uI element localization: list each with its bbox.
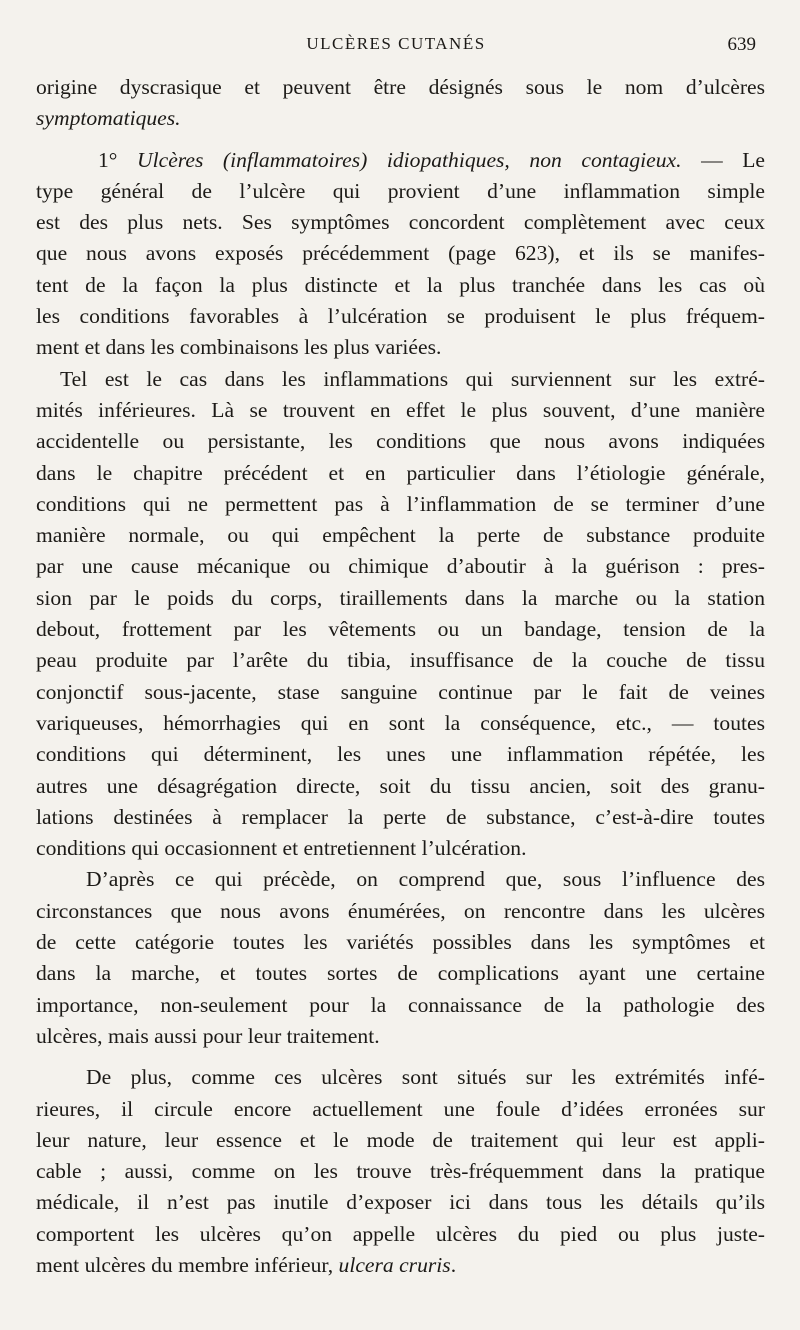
text-line: conjonctif sous-jacente, stase sanguine continue par le fait de veines — [36, 679, 765, 704]
section-title-part: ) idiopathiques, non contagieux. — [360, 147, 682, 172]
text-line: conditions qui ne permettent pas à l’inflammation de se terminer d’une — [36, 491, 765, 516]
text-line: autres une désagrégation directe, soit du tissu ancien, soit des granu- — [36, 773, 765, 798]
text-line: circonstances que nous avons énumérées, on rencontre dans les ulcères — [36, 898, 765, 923]
text-line: variqueuses, hémorrhagies qui en sont la conséquence, etc., — toutes — [36, 710, 765, 735]
text-line: médicale, il n’est pas inutile d’exposer ici dans tous les détails qu’ils — [36, 1190, 765, 1215]
text-line: symptomatiques. — [36, 106, 181, 131]
text-line: debout, frottement par les vêtements ou un bandage, tension de la — [36, 617, 765, 642]
latin-term: ulcera cruris — [338, 1252, 451, 1277]
section-title-part: inflammatoires — [230, 147, 361, 172]
text-line: conditions qui occasionnent et entretiennent l’ulcération. — [36, 836, 527, 861]
text-line: ment et dans les combinaisons les plus variées. — [36, 335, 442, 360]
running-title: ULCÈRES CUTANÉS — [306, 34, 486, 53]
running-header — [36, 30, 756, 60]
text-line: par une cause mécanique ou chimique d’aboutir à la guérison : pres- — [36, 554, 765, 579]
text-line: les conditions favorables à l’ulcération se produisent le plus fréquem- — [36, 304, 765, 329]
text-line: Tel est le cas dans les inflammations qui surviennent sur les extré- — [60, 366, 765, 391]
paragraph-de-plus — [36, 1062, 765, 1281]
text-line: manière normale, ou qui empêchent la perte de substance produite — [36, 523, 765, 548]
text-line: de cette catégorie toutes les variétés possibles dans les symptômes et — [36, 930, 765, 955]
text-line — [36, 1250, 765, 1281]
text-line: lations destinées à remplacer la perte de substance, c’est-à-dire toutes — [36, 804, 765, 829]
text-line: dans la marche, et toutes sortes de complications ayant une certaine — [36, 961, 765, 986]
text-line: leur nature, leur essence et le mode de traitement qui leur est appli- — [36, 1127, 765, 1152]
text-line: que nous avons exposés précédemment (page 623), et ils se manifes- — [36, 241, 765, 266]
text-line: accidentelle ou persistante, les conditions que nous avons indiquées — [36, 429, 765, 454]
paragraph-continuation — [36, 72, 765, 135]
text-line: sion par le poids du corps, tiraillements dans la marche ou la station — [36, 585, 765, 610]
text-line: importance, non-seulement pour la connaissance de la pathologie des — [36, 992, 765, 1017]
paragraph-d-apres — [36, 864, 765, 1052]
page-number: 639 — [727, 34, 756, 55]
text-fragment: ment ulcères du membre inférieur, — [36, 1252, 339, 1277]
section-heading-line — [36, 145, 765, 176]
text-line: origine dyscrasique et peuvent être désignés sous le nom d’ulcères — [36, 75, 765, 99]
paragraph-ulceres-idiopathiques — [36, 145, 765, 364]
text-line: comportent les ulcères qu’on appelle ulcères du pied ou plus juste- — [36, 1221, 765, 1246]
text-line: ulcères, mais aussi pour leur traitement. — [36, 1023, 380, 1048]
page-body — [36, 72, 765, 1281]
paragraph-extremites — [36, 364, 765, 865]
text-line: tent de la façon la plus distincte et la plus tranchée dans les cas où — [36, 272, 765, 297]
text-line: rieures, il circule encore actuellement une foule d’idées erronées sur — [36, 1096, 765, 1121]
text-line: D’après ce qui précède, on comprend que, sous l’influence des — [86, 867, 765, 892]
text-fragment: — Le — [681, 147, 766, 172]
text-line: dans le chapitre précédent et en particulier dans l’étiologie générale, — [36, 460, 765, 485]
text-line: De plus, comme ces ulcères sont situés sur les extrémités infé- — [86, 1065, 765, 1090]
section-number: 1° — [98, 147, 138, 172]
text-line: est des plus nets. Ses symptômes concordent complètement avec ceux — [36, 210, 765, 235]
text-line: type général de l’ulcère qui provient d’une inflammation simple — [36, 178, 765, 203]
text-fragment: . — [450, 1252, 457, 1277]
text-line: mités inférieures. Là se trouvent en effet le plus souvent, d’une manière — [36, 397, 765, 422]
text-line: peau produite par l’arête du tibia, insuffisance de la couche de tissu — [36, 648, 765, 673]
text-line: cable ; aussi, comme on les trouve très-fréquemment dans la pratique — [36, 1159, 765, 1184]
text-line: conditions qui déterminent, les unes une inflammation répétée, les — [36, 742, 765, 767]
section-title-part: Ulcères ( — [137, 147, 231, 172]
